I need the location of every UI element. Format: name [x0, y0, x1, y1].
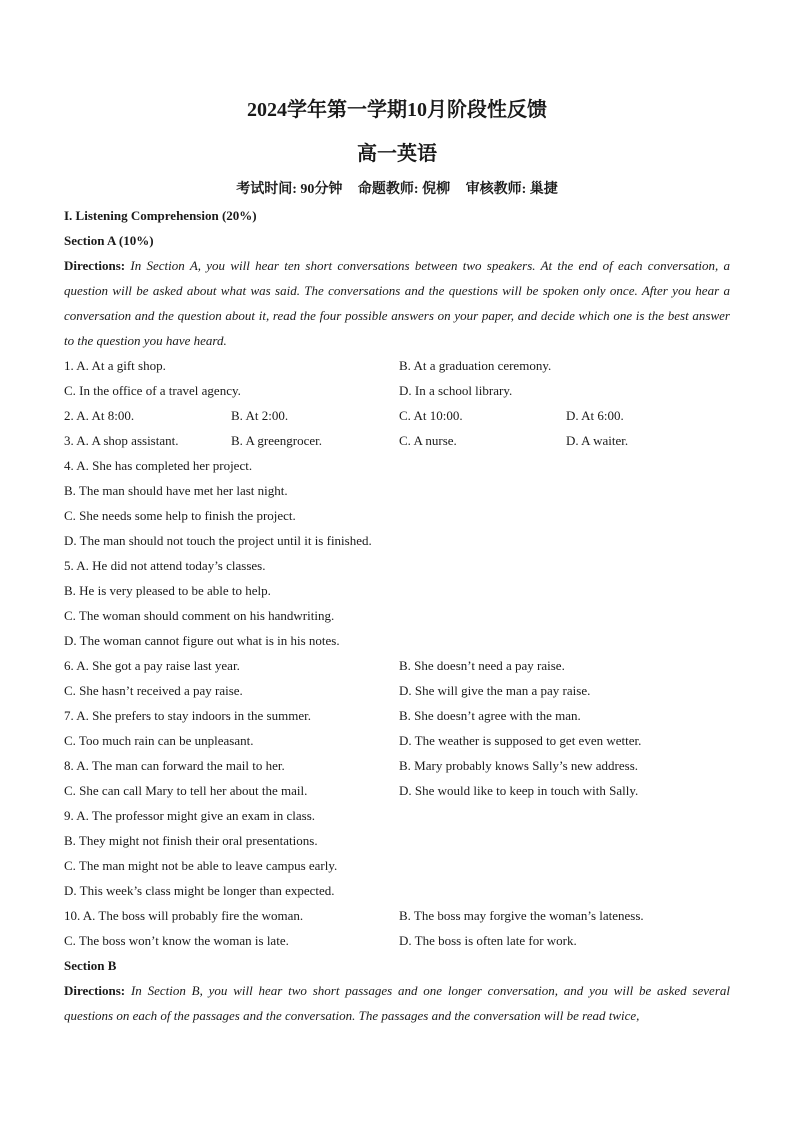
option: D. She would like to keep in touch with Sally. [399, 783, 639, 798]
option: 10. A. The boss will probably fire the woman. [64, 908, 304, 923]
exam-title: 2024学年第一学期10月阶段性反馈 [247, 99, 547, 121]
question-5-a: 5. A. He did not attend today’s classes. [64, 558, 266, 573]
option: D. The weather is supposed to get even wetter. [399, 733, 642, 748]
question-10-cd [64, 928, 730, 953]
question-5-d: D. The woman cannot figure out what is in his notes. [64, 633, 340, 648]
question-5-c: C. The woman should comment on his handwriting. [64, 608, 335, 623]
option: 6. A. She got a pay raise last year. [64, 658, 240, 673]
option: C. At 10:00. [399, 408, 463, 423]
question-9-a: 9. A. The professor might give an exam in class. [64, 808, 316, 823]
directions-lead: Directions: [64, 258, 126, 273]
option: C. In the office of a travel agency. [64, 383, 241, 398]
question-7-cd [64, 728, 730, 753]
question-8-cd [64, 778, 730, 803]
question-3 [64, 428, 730, 453]
option: 7. A. She prefers to stay indoors in the summer. [64, 708, 311, 723]
directions-lead: Directions: [64, 983, 126, 998]
option: B. She doesn’t need a pay raise. [399, 658, 565, 673]
option: B. She doesn’t agree with the man. [399, 708, 581, 723]
option: C. Too much rain can be unpleasant. [64, 733, 254, 748]
part-title: I. Listening Comprehension (20%) [64, 208, 257, 223]
question-4-c: C. She needs some help to finish the project. [64, 508, 296, 523]
question-4-d: D. The man should not touch the project until it is finished. [64, 533, 372, 548]
option: B. A greengrocer. [231, 433, 322, 448]
option: 8. A. The man can forward the mail to her. [64, 758, 285, 773]
section-a-title: Section A (10%) [64, 233, 154, 248]
option: 1. A. At a gift shop. [64, 358, 166, 373]
option: D. At 6:00. [566, 408, 624, 423]
question-9-d: D. This week’s class might be longer than expected. [64, 883, 335, 898]
question-setter: 命题教师: 倪柳 [357, 182, 451, 197]
option: D. In a school library. [399, 383, 513, 398]
question-5-b: B. He is very pleased to be able to help. [64, 583, 271, 598]
directions-text: In Section A, you will hear ten short conversations between two speakers. At the end of each conversation, a question will be asked about what was said. The conversations and the questions will be spoken only once. After you hear a conversation and the question about it, read the four possible answers on your paper, and decide which one is the best answer to the question you have heard. [64, 258, 730, 348]
question-9-c: C. The man might not be able to leave campus early. [64, 858, 338, 873]
exam-page [64, 90, 730, 1028]
option: D. A waiter. [566, 433, 629, 448]
option: C. She can call Mary to tell her about the mail. [64, 783, 308, 798]
reviewer: 审核教师: 巢捷 [465, 182, 558, 197]
directions-text: In Section B, you will hear two short passages and one longer conversation, and you will be asked several questions on each of the passages and the conversation. The passages and the conversation will be read twice, [64, 983, 730, 1023]
question-1 [64, 353, 730, 378]
option: B. At 2:00. [231, 408, 289, 423]
option: C. A nurse. [399, 433, 457, 448]
option: C. The boss won’t know the woman is late. [64, 933, 289, 948]
option: 3. A. A shop assistant. [64, 433, 179, 448]
question-4-a: 4. A. She has completed her project. [64, 458, 253, 473]
question-8 [64, 753, 730, 778]
question-7 [64, 703, 730, 728]
question-4-b: B. The man should have met her last night. [64, 483, 288, 498]
option: C. She hasn’t received a pay raise. [64, 683, 243, 698]
section-b-title: Section B [64, 958, 117, 973]
question-2 [64, 403, 730, 428]
section-a-directions [64, 253, 730, 353]
question-6 [64, 653, 730, 678]
option: B. At a graduation ceremony. [399, 358, 552, 373]
question-9-b: B. They might not finish their oral presentations. [64, 833, 318, 848]
question-10 [64, 903, 730, 928]
exam-time: 考试时间: 90分钟 [236, 182, 343, 197]
option: B. The boss may forgive the woman’s lateness. [399, 908, 644, 923]
question-1-cd [64, 378, 730, 403]
section-b-directions [64, 978, 730, 1028]
exam-info [64, 179, 730, 201]
question-6-cd [64, 678, 730, 703]
option: D. The boss is often late for work. [399, 933, 577, 948]
subject-title: 高一英语 [357, 143, 437, 165]
option: D. She will give the man a pay raise. [399, 683, 591, 698]
option: 2. A. At 8:00. [64, 408, 135, 423]
option: B. Mary probably knows Sally’s new address. [399, 758, 639, 773]
